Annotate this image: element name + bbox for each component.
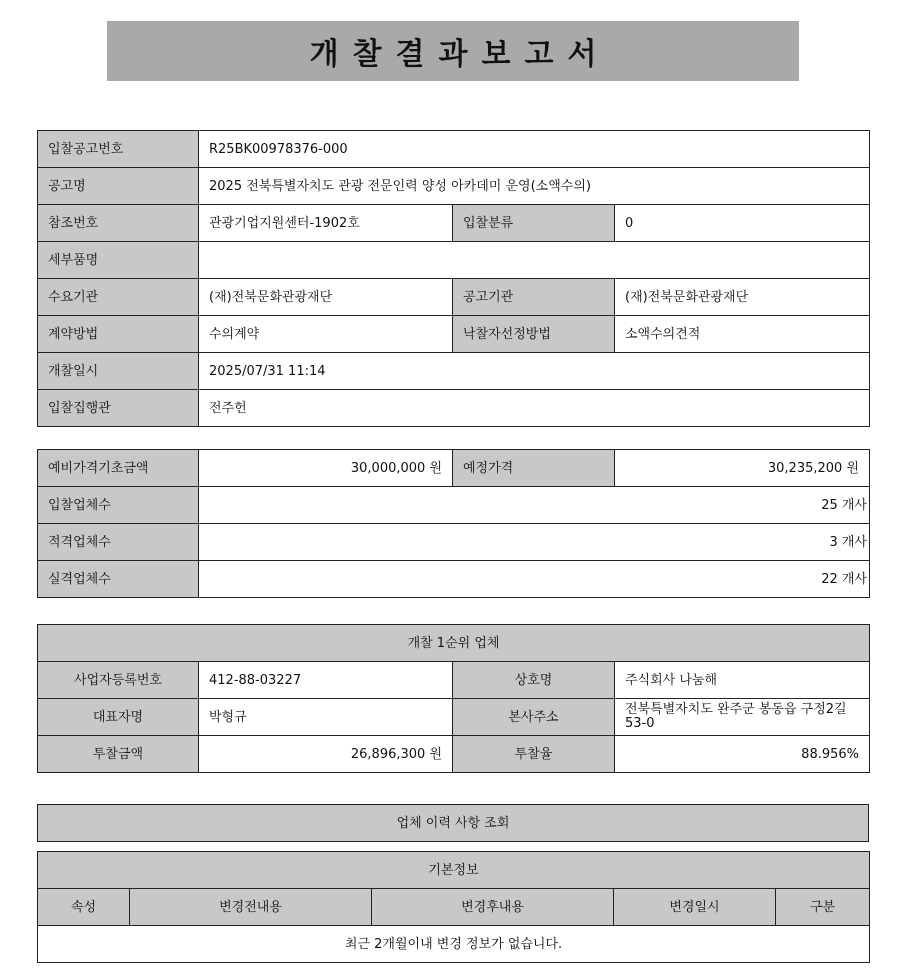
table-row [38,242,870,279]
report-title: 개찰결과보고서 [309,37,611,72]
qualified-value: 3 개사 [199,524,870,561]
disqualified-label: 실격업체수 [38,561,199,598]
bid-rate-value: 88.956% [615,736,870,773]
table-row [38,205,870,242]
notice-org-value: (재)전북문화관광재단 [615,279,870,316]
column-header: 변경후내용 [372,889,614,926]
officer-value: 전주헌 [199,390,870,427]
bid-amount-value: 26,896,300 원 [199,736,453,773]
estimated-price-value: 30,235,200 원 [615,450,870,487]
bid-amount-label: 투찰금액 [38,736,199,773]
open-datetime-value: 2025/07/31 11:14 [199,353,870,390]
bidders-label: 입찰업체수 [38,487,199,524]
table-row [38,390,870,427]
table-row [38,487,870,524]
company-value: 주식회사 나눔해 [615,662,870,699]
estimated-price-label: 예정가격 [453,450,615,487]
contract-method-value: 수의계약 [199,316,453,353]
column-header: 구분 [776,889,870,926]
history-column-headers [38,889,870,926]
notice-name-label: 공고명 [38,168,199,205]
ref-no-label: 참조번호 [38,205,199,242]
bid-class-value: 0 [615,205,870,242]
winner-method-value: 소액수의견적 [615,316,870,353]
contract-method-label: 계약방법 [38,316,199,353]
table-row [38,736,870,773]
demand-org-label: 수요기관 [38,279,199,316]
table-row [38,131,870,168]
demand-org-value: (재)전북문화관광재단 [199,279,453,316]
disqualified-value: 22 개사 [199,561,870,598]
officer-label: 입찰집행관 [38,390,199,427]
table-row [38,625,870,662]
bid-class-label: 입찰분류 [453,205,615,242]
table-row [38,353,870,390]
winner-method-label: 낙찰자선정방법 [453,316,615,353]
address-label: 본사주소 [453,699,615,736]
history-table [37,851,870,963]
company-label: 상호명 [453,662,615,699]
history-header-table [37,804,869,842]
bid-notice-no-label: 입찰공고번호 [38,131,199,168]
table-row [38,279,870,316]
price-info-table [37,449,870,598]
table-row [38,852,870,889]
notice-name-value: 2025 전북특별자치도 관광 전문인력 양성 아카데미 운영(소액수의) [199,168,870,205]
history-sub-header: 기본정보 [38,852,870,889]
ceo-value: 박형규 [199,699,453,736]
history-empty-message: 최근 2개월이내 변경 정보가 없습니다. [38,926,870,963]
table-row [38,805,869,842]
biz-no-value: 412-88-03227 [199,662,453,699]
open-datetime-label: 개찰일시 [38,353,199,390]
table-row [38,316,870,353]
bid-notice-no-value: R25BK00978376-000 [199,131,870,168]
report-title-bar [107,21,799,81]
table-row [38,699,870,736]
table-row [38,524,870,561]
base-price-value: 30,000,000 원 [199,450,453,487]
ref-no-value: 관광기업지원센터-1902호 [199,205,453,242]
column-header: 변경일시 [614,889,776,926]
notice-org-label: 공고기관 [453,279,615,316]
ceo-label: 대표자명 [38,699,199,736]
basic-info-table [37,130,870,427]
item-detail-label: 세부품명 [38,242,199,279]
qualified-label: 적격업체수 [38,524,199,561]
winner-header: 개찰 1순위 업체 [38,625,870,662]
table-row [38,450,870,487]
bidders-value: 25 개사 [199,487,870,524]
winner-table [37,624,870,773]
column-header: 속성 [38,889,130,926]
address-value: 전북특별자치도 완주군 봉동읍 구정2길 53-0 [615,699,870,736]
column-header: 변경전내용 [130,889,372,926]
table-row [38,168,870,205]
table-row [38,662,870,699]
item-detail-value [199,242,870,279]
history-header: 업체 이력 사항 조회 [38,805,869,842]
table-row [38,561,870,598]
base-price-label: 예비가격기초금액 [38,450,199,487]
biz-no-label: 사업자등록번호 [38,662,199,699]
bid-rate-label: 투찰율 [453,736,615,773]
table-row [38,926,870,963]
